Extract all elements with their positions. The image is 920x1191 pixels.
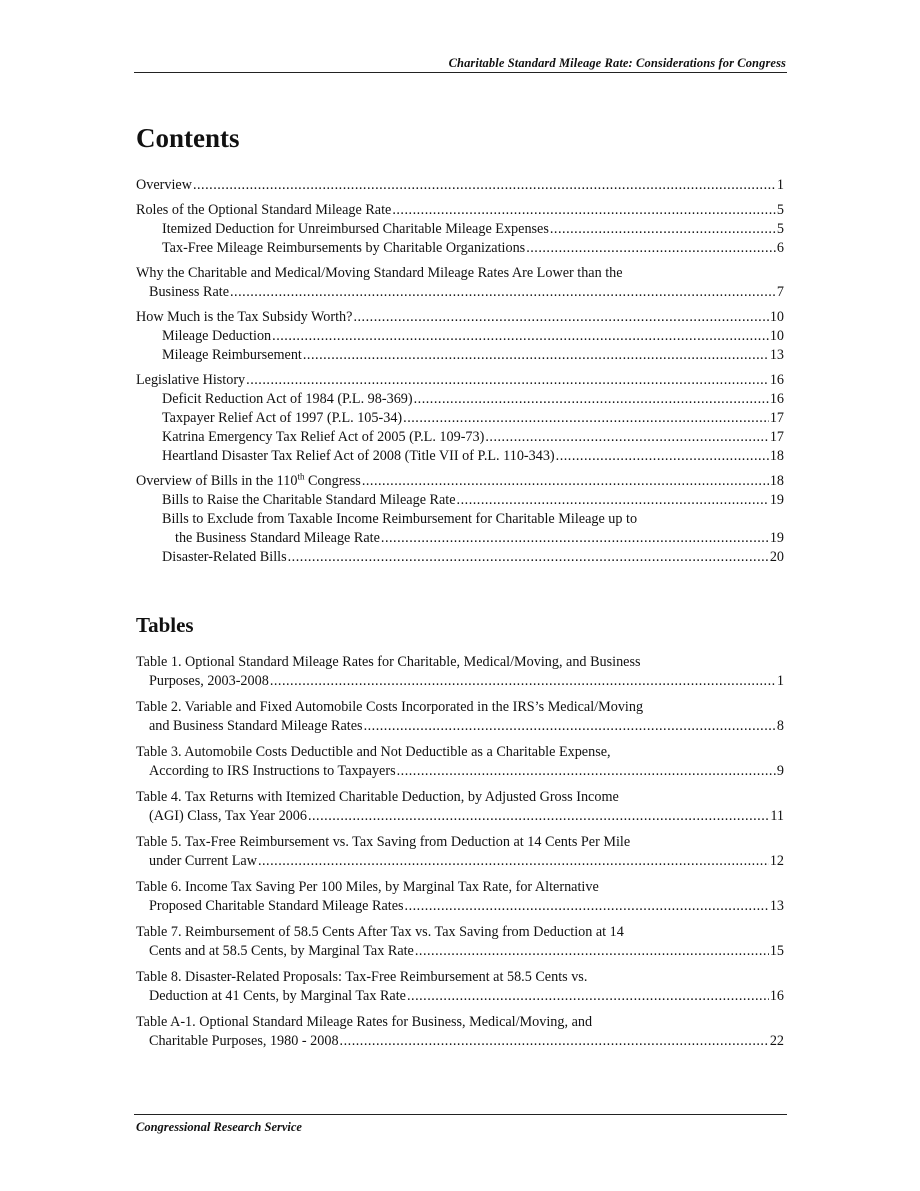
table-entry-2[interactable]: Table 2. Variable and Fixed Automobile Costs Incorporated in the IRS’s Medical/Moving and Business Standard Mileage Rates ..... 8: [136, 698, 784, 736]
list-of-tables: [136, 653, 784, 1051]
toc-entry-bills-to-raise[interactable]: Bills to Raise the Charitable Standard Mileage Rate ..... 19: [136, 491, 784, 510]
footer-rule: [134, 1114, 787, 1115]
toc-entry-itemized-deduction[interactable]: Itemized Deduction for Unreimbursed Charitable Mileage Expenses ..... 5: [136, 220, 784, 239]
toc-entry-overview-of-bills[interactable]: Overview of Bills in the 110th Congress ..... 18: [136, 472, 784, 491]
contents-heading: Contents: [136, 123, 240, 153]
toc-entry-overview[interactable]: Overview ..... 1: [136, 176, 784, 195]
toc-entry-roles[interactable]: Roles of the Optional Standard Mileage Rate ..... 5: [136, 201, 784, 220]
table-entry-a1[interactable]: Table A-1. Optional Standard Mileage Rates for Business, Medical/Moving, and Charitable Purposes, 1980 - 2008 ..... 22: [136, 1013, 784, 1051]
toc-entry-mileage-reimbursement[interactable]: Mileage Reimbursement ..... 13: [136, 346, 784, 365]
table-of-contents: [136, 176, 784, 567]
toc-entry-bills-to-exclude[interactable]: Bills to Exclude from Taxable Income Reimbursement for Charitable Mileage up to the Business Standard Mileage Rate ..... 19: [136, 510, 784, 548]
running-header-title: Charitable Standard Mileage Rate: Considerations for Congress: [448, 56, 786, 70]
table-entry-5[interactable]: Table 5. Tax-Free Reimbursement vs. Tax Saving from Deduction at 14 Cents Per Mile under Current Law ..... 12: [136, 833, 784, 871]
toc-entry-tax-free-reimbursements[interactable]: Tax-Free Mileage Reimbursements by Charitable Organizations ..... 6: [136, 239, 784, 258]
toc-entry-katrina-act[interactable]: Katrina Emergency Tax Relief Act of 2005 (P.L. 109-73) ..... 17: [136, 428, 784, 447]
table-entry-6[interactable]: Table 6. Income Tax Saving Per 100 Miles, by Marginal Tax Rate, for Alternative Proposed Charitable Standard Mileage Rates ..... 13: [136, 878, 784, 916]
header-rule: [134, 72, 787, 73]
toc-entry-taxpayer-relief-act[interactable]: Taxpayer Relief Act of 1997 (P.L. 105-34) ..... 17: [136, 409, 784, 428]
toc-entry-heartland-act[interactable]: Heartland Disaster Tax Relief Act of 2008 (Title VII of P.L. 110-343) ..... 18: [136, 447, 784, 466]
table-entry-3[interactable]: Table 3. Automobile Costs Deductible and Not Deductible as a Charitable Expense, According to IRS Instructions to Taxpayers ..... 9: [136, 743, 784, 781]
table-entry-8[interactable]: Table 8. Disaster-Related Proposals: Tax-Free Reimbursement at 58.5 Cents vs. Deduction at 41 Cents, by Marginal Tax Rate ..... 16: [136, 968, 784, 1006]
tables-heading: Tables: [136, 613, 194, 637]
table-entry-7[interactable]: Table 7. Reimbursement of 58.5 Cents After Tax vs. Tax Saving from Deduction at 14 Cents and at 58.5 Cents, by Marginal Tax Rate ..... 15: [136, 923, 784, 961]
table-entry-4[interactable]: Table 4. Tax Returns with Itemized Charitable Deduction, by Adjusted Gross Income (AGI) Class, Tax Year 2006 ..... 11: [136, 788, 784, 826]
toc-entry-disaster-related-bills[interactable]: Disaster-Related Bills ..... 20: [136, 548, 784, 567]
toc-entry-why-lower[interactable]: Why the Charitable and Medical/Moving Standard Mileage Rates Are Lower than the Business Rate ..... 7: [136, 264, 784, 302]
table-entry-1[interactable]: Table 1. Optional Standard Mileage Rates for Charitable, Medical/Moving, and Business Purposes, 2003-2008 ..... 1: [136, 653, 784, 691]
toc-entry-deficit-reduction-act[interactable]: Deficit Reduction Act of 1984 (P.L. 98-369) ..... 16: [136, 390, 784, 409]
toc-entry-mileage-deduction[interactable]: Mileage Deduction ..... 10: [136, 327, 784, 346]
footer-organization: Congressional Research Service: [136, 1120, 302, 1134]
toc-entry-legislative-history[interactable]: Legislative History ..... 16: [136, 371, 784, 390]
toc-entry-subsidy-worth[interactable]: How Much is the Tax Subsidy Worth? ..... 10: [136, 308, 784, 327]
